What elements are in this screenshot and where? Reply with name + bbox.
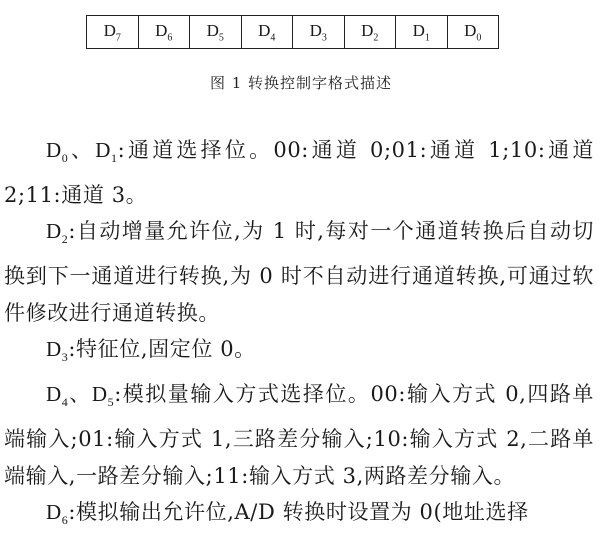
control-word-format-table bbox=[86, 15, 499, 49]
bit-cell-d7: $D_7$ bbox=[87, 16, 139, 49]
bit-term: $D_2$ bbox=[46, 219, 69, 247]
bit-row bbox=[87, 16, 499, 49]
document-body bbox=[4, 132, 594, 539]
bit-term: $D_6$ bbox=[46, 500, 69, 528]
figure-caption: 图 1 转换控制字格式描述 bbox=[209, 74, 393, 92]
bit-cell-d4: $D_4$ bbox=[241, 16, 293, 49]
bit-cell-d5: $D_5$ bbox=[190, 16, 242, 49]
paragraph-2 bbox=[4, 331, 594, 376]
paragraph-4 bbox=[4, 494, 594, 539]
paragraph-1 bbox=[4, 213, 594, 331]
bit-cell-d0: $D_0$ bbox=[447, 16, 499, 49]
paragraph-text: :模拟输出允许位,A/D 转换时设置为 0(地址选择 bbox=[68, 500, 529, 525]
paragraph-3 bbox=[4, 376, 594, 494]
bit-term: $D_0$、$D_1$ bbox=[46, 138, 118, 166]
bit-cell-d1: $D_1$ bbox=[396, 16, 448, 49]
paragraph-text: :自动增量允许位,为 1 时,每对一个通道转换后自动切换到下一通道进行转换,为 0 时不自动进行通道转换,可通过软件修改进行通道转换。 bbox=[4, 219, 594, 325]
bit-term: $D_3$ bbox=[46, 337, 69, 365]
paragraph-text: :模拟量输入方式选择位。00:输入方式 0,四路单端输入;01:输入方式 1,三路差分输入;10:输入方式 2,二路单端输入,一路差分输入;11:输入方式 3,两路差分输入。 bbox=[4, 382, 594, 488]
paragraph-text: :通道选择位。00:通道 0;01:通道 1;10:通道 2;11:通道 3。 bbox=[4, 138, 594, 207]
bit-cell-d6: $D_6$ bbox=[138, 16, 190, 49]
bit-cell-d3: $D_3$ bbox=[293, 16, 345, 49]
bit-term: $D_4$、$D_5$ bbox=[46, 382, 115, 410]
paragraph-0 bbox=[4, 132, 594, 213]
bit-cell-d2: $D_2$ bbox=[344, 16, 396, 49]
paragraph-text: :特征位,固定位 0。 bbox=[68, 337, 256, 362]
